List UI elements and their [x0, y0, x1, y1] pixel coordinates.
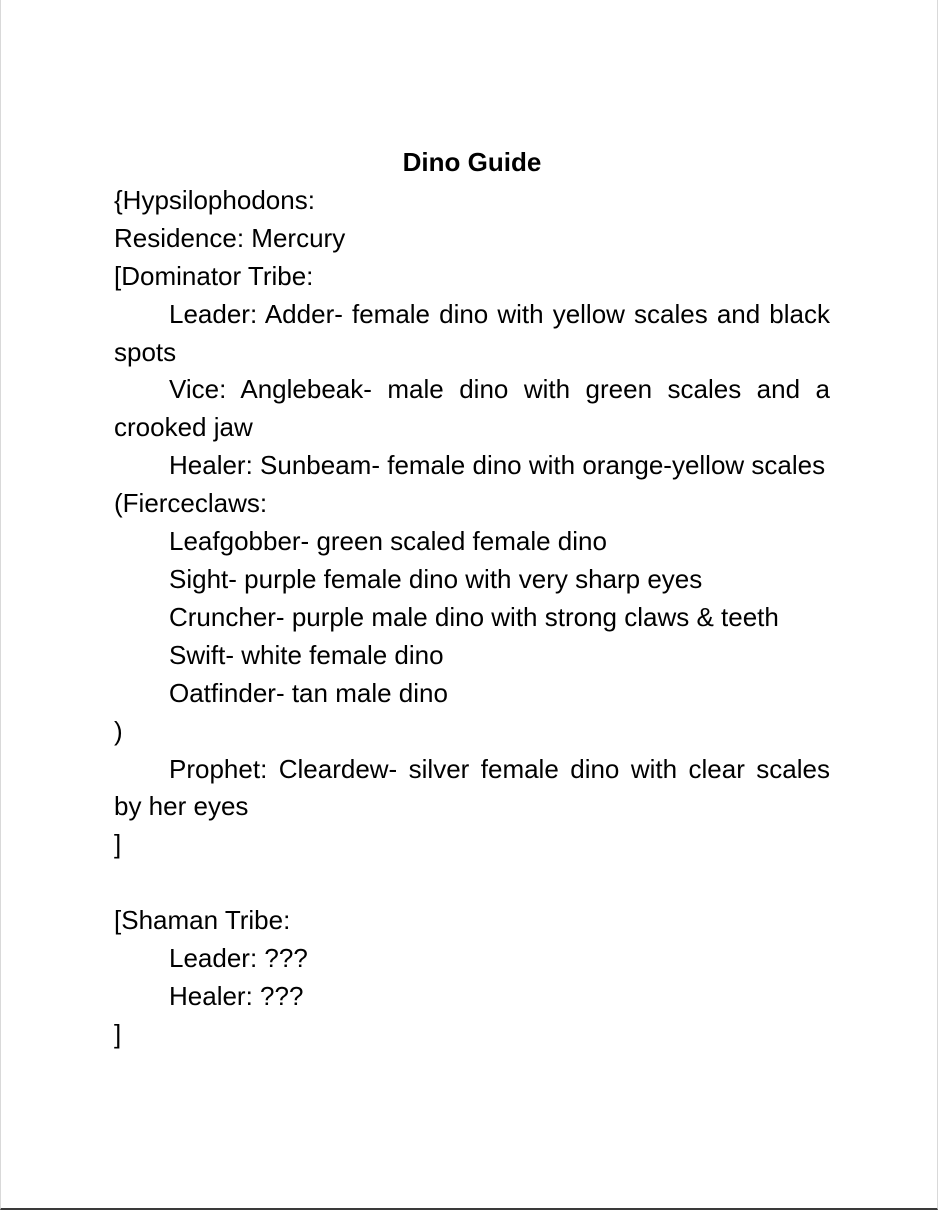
group-close-paren: ) [114, 715, 123, 746]
shaman-healer-line: Healer: ??? [169, 980, 304, 1011]
dominator-vice-line: Vice: Anglebeak- male dino with green scales and a crooked jaw [114, 374, 830, 443]
species-header: {Hypsilophodons: [114, 184, 315, 215]
dominator-healer-line: Healer: Sunbeam- female dino with orange-yellow scales [169, 450, 826, 481]
tribe-header-dominator: [Dominator Tribe: [114, 260, 314, 291]
dominator-prophet-line: Prophet: Cleardew- silver female dino with clear scales by her eyes [114, 753, 830, 822]
dominator-leader-line: Leader: Adder- female dino with yellow scales and black spots [114, 298, 830, 367]
residence-line: Residence: Mercury [114, 222, 346, 253]
tribe-close-bracket: ] [114, 829, 122, 860]
blank-line [114, 864, 830, 902]
fierceclaw-member: Sight- purple female dino with very sharp eyes [169, 563, 703, 594]
tribe-header-shaman: [Shaman Tribe: [114, 905, 291, 936]
document-title: Dino Guide [402, 147, 542, 177]
tribe-close-bracket: ] [114, 1018, 122, 1049]
fierceclaw-member: Cruncher- purple male dino with strong claws & teeth [169, 601, 779, 632]
group-header-fierceclaws: (Fierceclaws: [114, 488, 268, 519]
document-body [114, 144, 830, 1054]
shaman-leader-line: Leader: ??? [169, 943, 308, 974]
fierceclaw-member: Swift- white female dino [169, 639, 444, 670]
fierceclaw-member: Oatfinder- tan male dino [169, 677, 448, 708]
fierceclaw-member: Leafgobber- green scaled female dino [169, 526, 607, 557]
